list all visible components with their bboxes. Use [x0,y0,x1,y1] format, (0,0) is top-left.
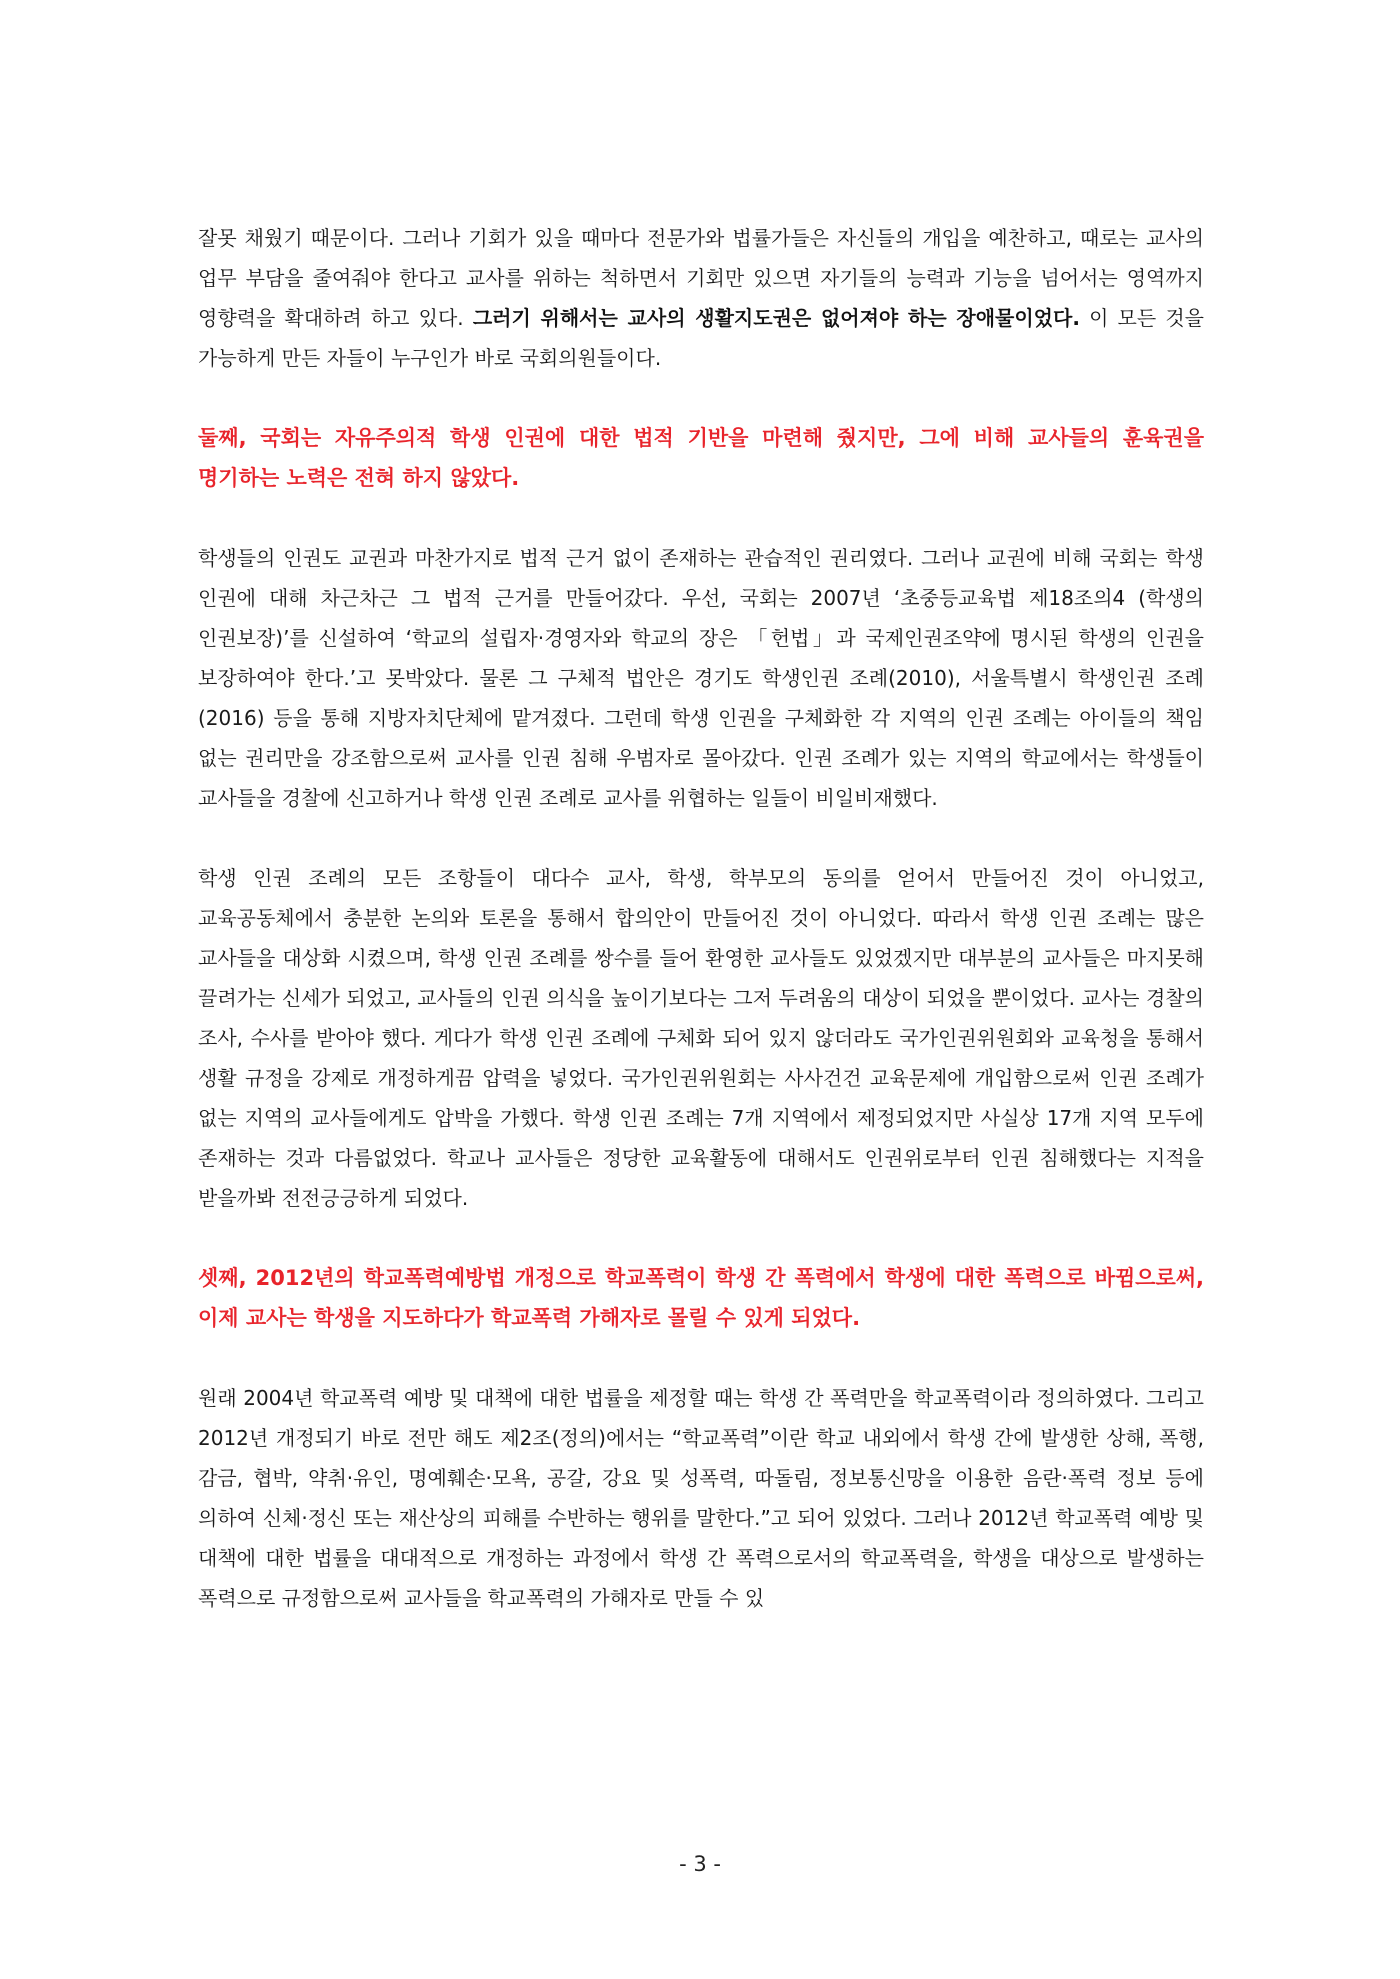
paragraph-intro-text-2: 이 모든 것을 가능하게 만든 자들이 누구인가 바로 국회의원들이다. [198,306,1204,370]
paragraph-intro-text-1: 잘못 채웠기 때문이다. 그러나 기회가 있을 때마다 전문가와 법률가들은 자신들의 개입을 예찬하고, 때로는 교사의 업무 부담을 줄여줘야 한다고 교사를 위하는 척하면서 기회만 있으면 자기들의 능력과 기능을 넘어서는 영역까지 영향력을 확대하려 하고 있다. [198,226,1204,330]
paragraph-intro [198,218,1204,378]
page-number: - 3 - [679,1852,721,1876]
paragraph-intro-bold: 그러기 위해서는 교사의 생활지도권은 없어져야 하는 장애물이었다. [472,306,1080,330]
paragraph-student-rights: 학생들의 인권도 교권과 마찬가지로 법적 근거 없이 존재하는 관습적인 권리였다. 그러나 교권에 비해 국회는 학생 인권에 대해 차근차근 그 법적 근거를 만들어갔다. 우선, 국회는 2007년 ‘초중등교육법 제18조의4 (학생의 인권보장)’를 신설하여 ‘학교의 설립자·경영자와 학교의 장은 「헌법」과 국제인권조약에 명시된 학생의 인권을 보장하여야 한다.’고 못박았다. 물론 그 구체적 법안은 경기도 학생인권 조례(2010), 서울특별시 학생인권 조례(2016) 등을 통해 지방자치단체에 맡겨졌다. 그런데 학생 인권을 구체화한 각 지역의 인권 조례는 아이들의 책임 없는 권리만을 강조함으로써 교사를 인권 침해 우범자로 몰아갔다. 인권 조례가 있는 지역의 학교에서는 학생들이 교사들을 경찰에 신고하거나 학생 인권 조례로 교사를 위협하는 일들이 비일비재했다. [198,546,1204,810]
section-heading-third: 셋째, 2012년의 학교폭력예방법 개정으로 학교폭력이 학생 간 폭력에서 학생에 대한 폭력으로 바뀜으로써, 이제 교사는 학생을 지도하다가 학교폭력 가해자로 몰릴 수 있게 되었다. [198,1266,1204,1330]
paragraph-rights-ordinance: 학생 인권 조례의 모든 조항들이 대다수 교사, 학생, 학부모의 동의를 얻어서 만들어진 것이 아니었고, 교육공동체에서 충분한 논의와 토론을 통해서 합의안이 만들어진 것이 아니었다. 따라서 학생 인권 조례는 많은 교사들을 대상화 시켰으며, 학생 인권 조례를 쌍수를 들어 환영한 교사들도 있었겠지만 대부분의 교사들은 마지못해 끌려가는 신세가 되었고, 교사들의 인권 의식을 높이기보다는 그저 두려움의 대상이 되었을 뿐이었다. 교사는 경찰의 조사, 수사를 받아야 했다. 게다가 학생 인권 조례에 구체화 되어 있지 않더라도 국가인권위원회와 교육청을 통해서 생활 규정을 강제로 개정하게끔 압력을 넣었다. 국가인권위원회는 사사건건 교육문제에 개입함으로써 인권 조례가 없는 지역의 교사들에게도 압박을 가했다. 학생 인권 조례는 7개 지역에서 제정되었지만 사실상 17개 지역 모두에 존재하는 것과 다름없었다. 학교나 교사들은 정당한 교육활동에 대해서도 인권위로부터 인권 침해했다는 지적을 받을까봐 전전긍긍하게 되었다. [198,866,1204,1210]
document-body [198,218,1204,1618]
paragraph-school-violence-law: 원래 2004년 학교폭력 예방 및 대책에 대한 법률을 제정할 때는 학생 간 폭력만을 학교폭력이라 정의하였다. 그리고 2012년 개정되기 바로 전만 해도 제2조(정의)에서는 “학교폭력”이란 학교 내외에서 학생 간에 발생한 상해, 폭행, 감금, 협박, 약취·유인, 명예훼손·모욕, 공갈, 강요 및 성폭력, 따돌림, 정보통신망을 이용한 음란·폭력 정보 등에 의하여 신체·정신 또는 재산상의 피해를 수반하는 행위를 말한다.”고 되어 있었다. 그러나 2012년 학교폭력 예방 및 대책에 대한 법률을 대대적으로 개정하는 과정에서 학생 간 폭력으로서의 학교폭력을, 학생을 대상으로 발생하는 폭력으로 규정함으로써 교사들을 학교폭력의 가해자로 만들 수 있 [198,1386,1204,1610]
section-heading-second: 둘째, 국회는 자유주의적 학생 인권에 대한 법적 기반을 마련해 줬지만, 그에 비해 교사들의 훈육권을 명기하는 노력은 전혀 하지 않았다. [198,426,1204,490]
